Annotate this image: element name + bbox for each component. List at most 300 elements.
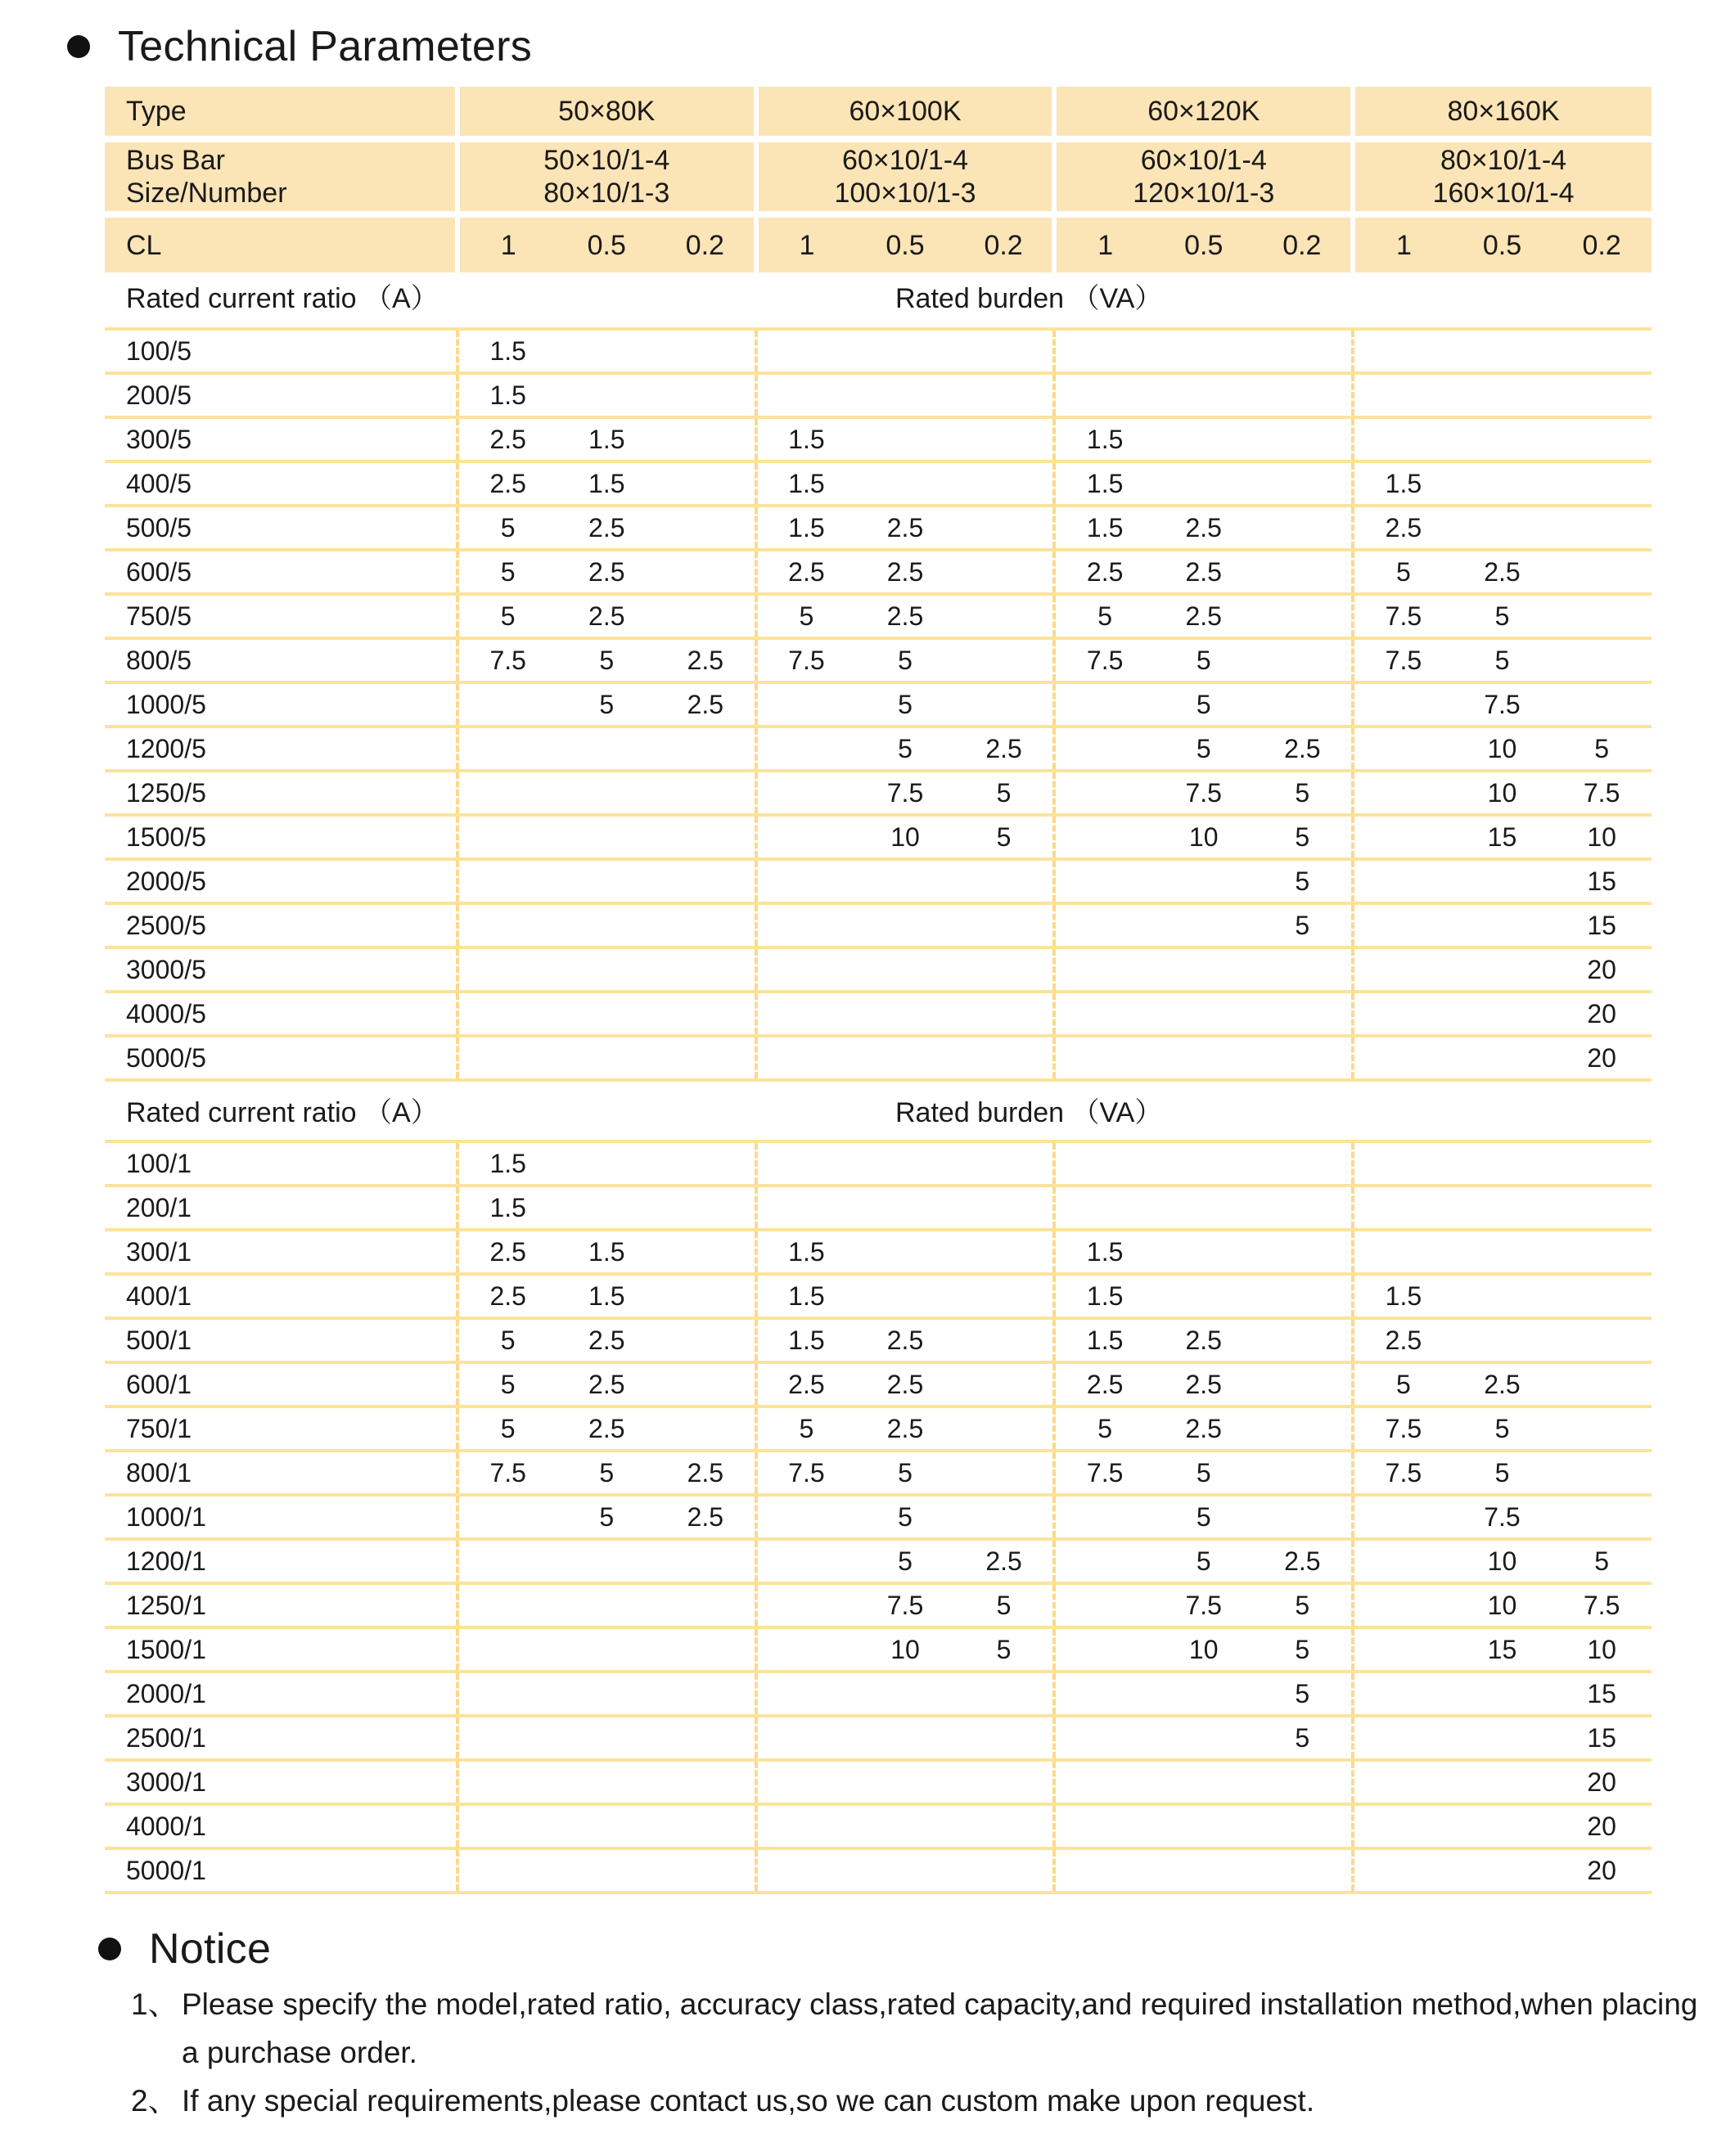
burden-cell: 1.5 [1054, 1274, 1154, 1318]
burden-cell [1453, 1672, 1552, 1716]
notice-heading [98, 1923, 271, 1975]
cl-value: 1 [457, 214, 557, 272]
burden-cell: 5 [457, 550, 557, 594]
burden-cell [1453, 1141, 1552, 1186]
burden-cell [1154, 903, 1254, 947]
notice-item [131, 2077, 1710, 2125]
burden-cell [756, 329, 856, 373]
burden-cell: 20 [1552, 1848, 1652, 1893]
busbar-line: 160×10/1-4 [1432, 178, 1575, 209]
burden-cell: 5 [1054, 1407, 1154, 1451]
burden-cell [756, 1141, 856, 1186]
burden-cell [557, 771, 656, 815]
table-row [105, 1760, 1652, 1804]
burden-cell [1054, 1141, 1154, 1186]
ratio-cell: 600/5 [105, 550, 457, 594]
burden-cell: 2.5 [1154, 506, 1254, 550]
burden-cell: 2.5 [457, 1274, 557, 1318]
ratio-cell: 400/1 [105, 1274, 457, 1318]
burden-cell: 2.5 [855, 1407, 955, 1451]
burden-cell [1353, 329, 1453, 373]
ratio-cell: 1500/5 [105, 815, 457, 859]
burden-cell: 2.5 [1254, 727, 1354, 771]
ratio-cell: 500/5 [105, 506, 457, 550]
burden-cell [656, 1583, 756, 1627]
ratio-cell: 1250/5 [105, 771, 457, 815]
burden-cell: 2.5 [955, 1539, 1055, 1583]
ratio-cell: 1200/1 [105, 1539, 457, 1583]
rated-current-ratio-label: Rated current ratio （A） [126, 1097, 439, 1128]
burden-cell: 2.5 [1054, 1362, 1154, 1407]
table-row [105, 1407, 1652, 1451]
burden-cell: 2.5 [855, 1318, 955, 1362]
table-row [105, 903, 1652, 947]
burden-cell [1254, 1230, 1354, 1274]
burden-cell [955, 859, 1055, 903]
cl-value: 1 [1353, 214, 1453, 272]
table-row [105, 1495, 1652, 1539]
burden-cell: 1.5 [1054, 417, 1154, 461]
burden-cell [656, 550, 756, 594]
table-row [105, 1539, 1652, 1583]
burden-cell [756, 1583, 856, 1627]
burden-cell [1154, 947, 1254, 992]
burden-cell [1353, 1583, 1453, 1627]
burden-cell [1154, 1141, 1254, 1186]
burden-cell: 10 [1453, 771, 1552, 815]
burden-cell: 15 [1453, 1627, 1552, 1672]
burden-cell [1154, 1036, 1254, 1080]
burden-cell: 1.5 [756, 1274, 856, 1318]
table-row [105, 815, 1652, 859]
busbar-value [1353, 139, 1652, 214]
burden-cell [955, 1495, 1055, 1539]
burden-cell [1054, 771, 1154, 815]
burden-cell: 2.5 [855, 506, 955, 550]
burden-cell: 1.5 [557, 1274, 656, 1318]
burden-cell [1254, 1186, 1354, 1230]
burden-cell [656, 1186, 756, 1230]
burden-cell [1552, 638, 1652, 682]
burden-cell: 7.5 [457, 638, 557, 682]
burden-cell: 2.5 [656, 1451, 756, 1495]
burden-cell [1254, 1362, 1354, 1407]
burden-cell: 2.5 [1054, 550, 1154, 594]
burden-cell [1054, 1186, 1154, 1230]
table-row [105, 638, 1652, 682]
burden-cell [1453, 859, 1552, 903]
cl-label: CL [105, 214, 457, 272]
burden-cell: 1.5 [756, 1230, 856, 1274]
burden-cell [1154, 1848, 1254, 1893]
ratio-cell: 2000/5 [105, 859, 457, 903]
type-value: 50×80K [457, 87, 756, 139]
table-row [105, 1141, 1652, 1186]
burden-cell [1552, 506, 1652, 550]
burden-cell [557, 1627, 656, 1672]
burden-cell [955, 506, 1055, 550]
table-row [105, 1627, 1652, 1672]
burden-cell [1453, 992, 1552, 1036]
burden-cell [1254, 1760, 1354, 1804]
burden-cell: 2.5 [1154, 550, 1254, 594]
burden-cell [855, 1804, 955, 1848]
burden-cell [457, 815, 557, 859]
burden-cell [1254, 1036, 1354, 1080]
burden-cell [756, 771, 856, 815]
burden-cell [656, 373, 756, 417]
burden-cell [1054, 373, 1154, 417]
burden-cell [756, 1495, 856, 1539]
burden-cell [1353, 1672, 1453, 1716]
burden-cell [1254, 1141, 1354, 1186]
type-value: 60×120K [1054, 87, 1353, 139]
burden-cell [1353, 682, 1453, 727]
burden-cell [557, 373, 656, 417]
burden-cell [955, 903, 1055, 947]
burden-cell [656, 1274, 756, 1318]
ratio-cell: 750/5 [105, 594, 457, 638]
burden-cell [955, 550, 1055, 594]
rated-burden-table-1a [105, 1140, 1652, 1894]
burden-cell [1353, 727, 1453, 771]
burden-cell [1552, 329, 1652, 373]
burden-cell [656, 506, 756, 550]
burden-cell: 5 [457, 594, 557, 638]
burden-cell: 5 [855, 638, 955, 682]
burden-cell [756, 1848, 856, 1893]
table-row [105, 461, 1652, 506]
burden-cell [457, 903, 557, 947]
burden-cell: 2.5 [756, 550, 856, 594]
burden-cell [756, 727, 856, 771]
type-label: Type [105, 87, 457, 139]
burden-cell [756, 373, 856, 417]
burden-cell: 20 [1552, 947, 1652, 992]
burden-cell [1054, 992, 1154, 1036]
burden-cell [1154, 1716, 1254, 1760]
burden-cell: 5 [955, 815, 1055, 859]
burden-cell: 7.5 [1353, 638, 1453, 682]
burden-cell [1353, 1760, 1453, 1804]
burden-cell: 5 [557, 1451, 656, 1495]
burden-cell [1552, 682, 1652, 727]
burden-cell [855, 859, 955, 903]
burden-cell: 1.5 [557, 1230, 656, 1274]
burden-cell [557, 992, 656, 1036]
burden-cell [1254, 1495, 1354, 1539]
section-title: Technical Parameters [118, 23, 532, 70]
burden-cell [955, 1716, 1055, 1760]
burden-cell: 5 [855, 682, 955, 727]
burden-cell [1254, 1451, 1354, 1495]
burden-cell: 5 [1453, 1407, 1552, 1451]
cl-value: 1 [756, 214, 856, 272]
burden-cell [1552, 550, 1652, 594]
table-row [105, 771, 1652, 815]
ratio-cell: 2000/1 [105, 1672, 457, 1716]
burden-cell [457, 1627, 557, 1672]
burden-cell [955, 329, 1055, 373]
burden-cell [457, 1848, 557, 1893]
burden-cell [457, 727, 557, 771]
burden-cell: 1.5 [756, 506, 856, 550]
burden-cell: 10 [1453, 1583, 1552, 1627]
burden-cell [1353, 373, 1453, 417]
burden-cell [656, 329, 756, 373]
burden-cell [955, 682, 1055, 727]
busbar-line: 80×10/1-3 [543, 178, 670, 209]
burden-cell [955, 1230, 1055, 1274]
burden-cell [557, 815, 656, 859]
burden-cell [1054, 682, 1154, 727]
table-row [105, 1274, 1652, 1318]
burden-cell: 1.5 [457, 1186, 557, 1230]
busbar-line: 60×10/1-4 [841, 145, 969, 176]
burden-cell: 2.5 [1154, 1318, 1254, 1362]
burden-cell [1552, 461, 1652, 506]
burden-cell [656, 1760, 756, 1804]
burden-cell [1254, 1848, 1354, 1893]
burden-cell: 5 [955, 771, 1055, 815]
ratio-cell: 1000/1 [105, 1495, 457, 1539]
burden-cell: 2.5 [1154, 1407, 1254, 1451]
burden-cell [1054, 1583, 1154, 1627]
burden-cell: 5 [1353, 550, 1453, 594]
burden-cell: 5 [1552, 727, 1652, 771]
burden-cell [1552, 1186, 1652, 1230]
burden-cell: 5 [1154, 1539, 1254, 1583]
burden-cell: 7.5 [855, 771, 955, 815]
ratio-cell: 4000/1 [105, 1804, 457, 1848]
cl-value: 1 [1054, 214, 1154, 272]
burden-cell: 1.5 [1054, 1318, 1154, 1362]
burden-cell [1254, 682, 1354, 727]
rated-burden-label: Rated burden （VA） [895, 1097, 1163, 1128]
burden-cell [855, 373, 955, 417]
burden-cell: 7.5 [756, 638, 856, 682]
burden-cell [955, 1036, 1055, 1080]
burden-cell [955, 1318, 1055, 1362]
ratio-cell: 100/5 [105, 329, 457, 373]
burden-cell: 5 [1453, 594, 1552, 638]
burden-cell [1552, 1141, 1652, 1186]
burden-cell [1154, 417, 1254, 461]
burden-cell [656, 1407, 756, 1451]
burden-cell [1353, 1495, 1453, 1539]
burden-cell [1552, 1318, 1652, 1362]
burden-cell [656, 1539, 756, 1583]
burden-cell: 2.5 [557, 506, 656, 550]
table-row [105, 550, 1652, 594]
burden-cell: 10 [1453, 1539, 1552, 1583]
burden-cell [1453, 461, 1552, 506]
burden-cell [457, 1583, 557, 1627]
burden-cell [656, 461, 756, 506]
burden-cell [1552, 1495, 1652, 1539]
burden-cell: 5 [855, 727, 955, 771]
burden-cell: 5 [457, 1318, 557, 1362]
burden-cell [656, 859, 756, 903]
burden-cell: 5 [1254, 903, 1354, 947]
burden-cell [557, 1848, 656, 1893]
section-title: Notice [149, 1925, 272, 1973]
burden-cell [756, 1539, 856, 1583]
burden-cell: 2.5 [457, 1230, 557, 1274]
burden-cell [1552, 594, 1652, 638]
table-row [105, 859, 1652, 903]
burden-cell: 7.5 [1154, 771, 1254, 815]
burden-cell [1353, 1141, 1453, 1186]
burden-cell [557, 1804, 656, 1848]
burden-cell: 15 [1552, 1716, 1652, 1760]
burden-cell [756, 859, 856, 903]
notice-text: If any special requirements,please contact us,so we can custom make upon request. [182, 2084, 1315, 2118]
burden-cell: 1.5 [557, 461, 656, 506]
rated-burden-table-5a [105, 327, 1652, 1082]
cl-value: 0.5 [1453, 214, 1552, 272]
burden-cell [457, 1716, 557, 1760]
burden-cell: 5 [1254, 771, 1354, 815]
burden-cell: 1.5 [756, 461, 856, 506]
burden-cell [656, 1672, 756, 1716]
burden-cell [1353, 417, 1453, 461]
burden-cell [955, 947, 1055, 992]
busbar-label-line: Bus Bar [126, 145, 225, 176]
burden-cell: 5 [1254, 1716, 1354, 1760]
burden-cell: 2.5 [1453, 1362, 1552, 1407]
burden-cell [1054, 727, 1154, 771]
burden-cell: 20 [1552, 1760, 1652, 1804]
burden-cell [756, 947, 856, 992]
table-row [105, 1716, 1652, 1760]
burden-cell [955, 461, 1055, 506]
burden-cell: 5 [955, 1583, 1055, 1627]
ratio-cell: 5000/5 [105, 1036, 457, 1080]
burden-cell [955, 1362, 1055, 1407]
ratio-cell: 200/5 [105, 373, 457, 417]
burden-cell: 15 [1552, 859, 1652, 903]
cl-value: 0.2 [1254, 214, 1354, 272]
ratio-cell: 300/1 [105, 1230, 457, 1274]
ratio-cell: 2500/5 [105, 903, 457, 947]
burden-cell: 7.5 [1154, 1583, 1254, 1627]
burden-cell [1453, 506, 1552, 550]
burden-cell: 5 [1453, 638, 1552, 682]
burden-cell [557, 903, 656, 947]
table-row [105, 682, 1652, 727]
table-row [105, 947, 1652, 992]
ratio-cell: 800/5 [105, 638, 457, 682]
burden-cell [955, 373, 1055, 417]
burden-cell [1154, 329, 1254, 373]
burden-cell [756, 1760, 856, 1804]
burden-cell [557, 329, 656, 373]
burden-cell [557, 1186, 656, 1230]
burden-cell [1054, 1539, 1154, 1583]
burden-cell: 10 [855, 815, 955, 859]
burden-cell [1353, 771, 1453, 815]
burden-cell: 7.5 [1054, 1451, 1154, 1495]
burden-cell [955, 1451, 1055, 1495]
burden-cell [1353, 1627, 1453, 1672]
burden-cell [1054, 1848, 1154, 1893]
burden-cell: 5 [1254, 1583, 1354, 1627]
table-row [105, 1451, 1652, 1495]
burden-cell [457, 1760, 557, 1804]
burden-cell: 2.5 [1154, 594, 1254, 638]
burden-cell [457, 947, 557, 992]
burden-cell: 1.5 [457, 1141, 557, 1186]
burden-cell [1054, 859, 1154, 903]
burden-cell [855, 1230, 955, 1274]
notice-list [131, 1980, 1710, 2125]
burden-cell [855, 1036, 955, 1080]
burden-cell: 5 [1552, 1539, 1652, 1583]
burden-cell [1552, 1362, 1652, 1407]
burden-cell [1453, 329, 1552, 373]
burden-cell: 10 [1552, 815, 1652, 859]
burden-cell: 5 [557, 682, 656, 727]
burden-cell: 2.5 [557, 594, 656, 638]
burden-cell [457, 1539, 557, 1583]
burden-cell [1154, 1186, 1254, 1230]
burden-cell: 2.5 [557, 1362, 656, 1407]
ratio-cell: 800/1 [105, 1451, 457, 1495]
burden-cell: 5 [457, 1362, 557, 1407]
technical-parameters-heading [67, 20, 532, 73]
cl-value: 0.2 [656, 214, 756, 272]
burden-cell [1453, 903, 1552, 947]
burden-cell [1453, 947, 1552, 992]
burden-cell: 10 [1154, 1627, 1254, 1672]
burden-cell: 5 [1453, 1451, 1552, 1495]
burden-cell [1254, 594, 1354, 638]
burden-cell: 2.5 [557, 1318, 656, 1362]
burden-cell [955, 1760, 1055, 1804]
burden-cell [457, 1495, 557, 1539]
burden-cell [855, 1274, 955, 1318]
burden-cell: 5 [1353, 1362, 1453, 1407]
burden-cell: 1.5 [457, 373, 557, 417]
cl-value: 0.5 [1154, 214, 1254, 272]
burden-cell [1453, 1804, 1552, 1848]
bullet-icon [67, 35, 90, 58]
burden-cell: 1.5 [1054, 506, 1154, 550]
burden-cell [1453, 1318, 1552, 1362]
busbar-line: 80×10/1-4 [1440, 145, 1567, 176]
burden-cell [756, 682, 856, 727]
burden-cell [1353, 859, 1453, 903]
burden-cell [1154, 1230, 1254, 1274]
burden-cell [557, 1141, 656, 1186]
burden-cell: 5 [855, 1451, 955, 1495]
burden-cell: 2.5 [855, 1362, 955, 1407]
burden-cell [1154, 992, 1254, 1036]
table-row [105, 417, 1652, 461]
burden-cell [756, 992, 856, 1036]
burden-cell: 1.5 [1353, 461, 1453, 506]
burden-cell [756, 1672, 856, 1716]
burden-cell [1353, 1848, 1453, 1893]
burden-cell [1254, 461, 1354, 506]
burden-cell: 5 [855, 1539, 955, 1583]
burden-cell [855, 417, 955, 461]
burden-cell [855, 1760, 955, 1804]
burden-cell: 1.5 [1054, 461, 1154, 506]
burden-cell [955, 1407, 1055, 1451]
burden-cell [855, 1672, 955, 1716]
